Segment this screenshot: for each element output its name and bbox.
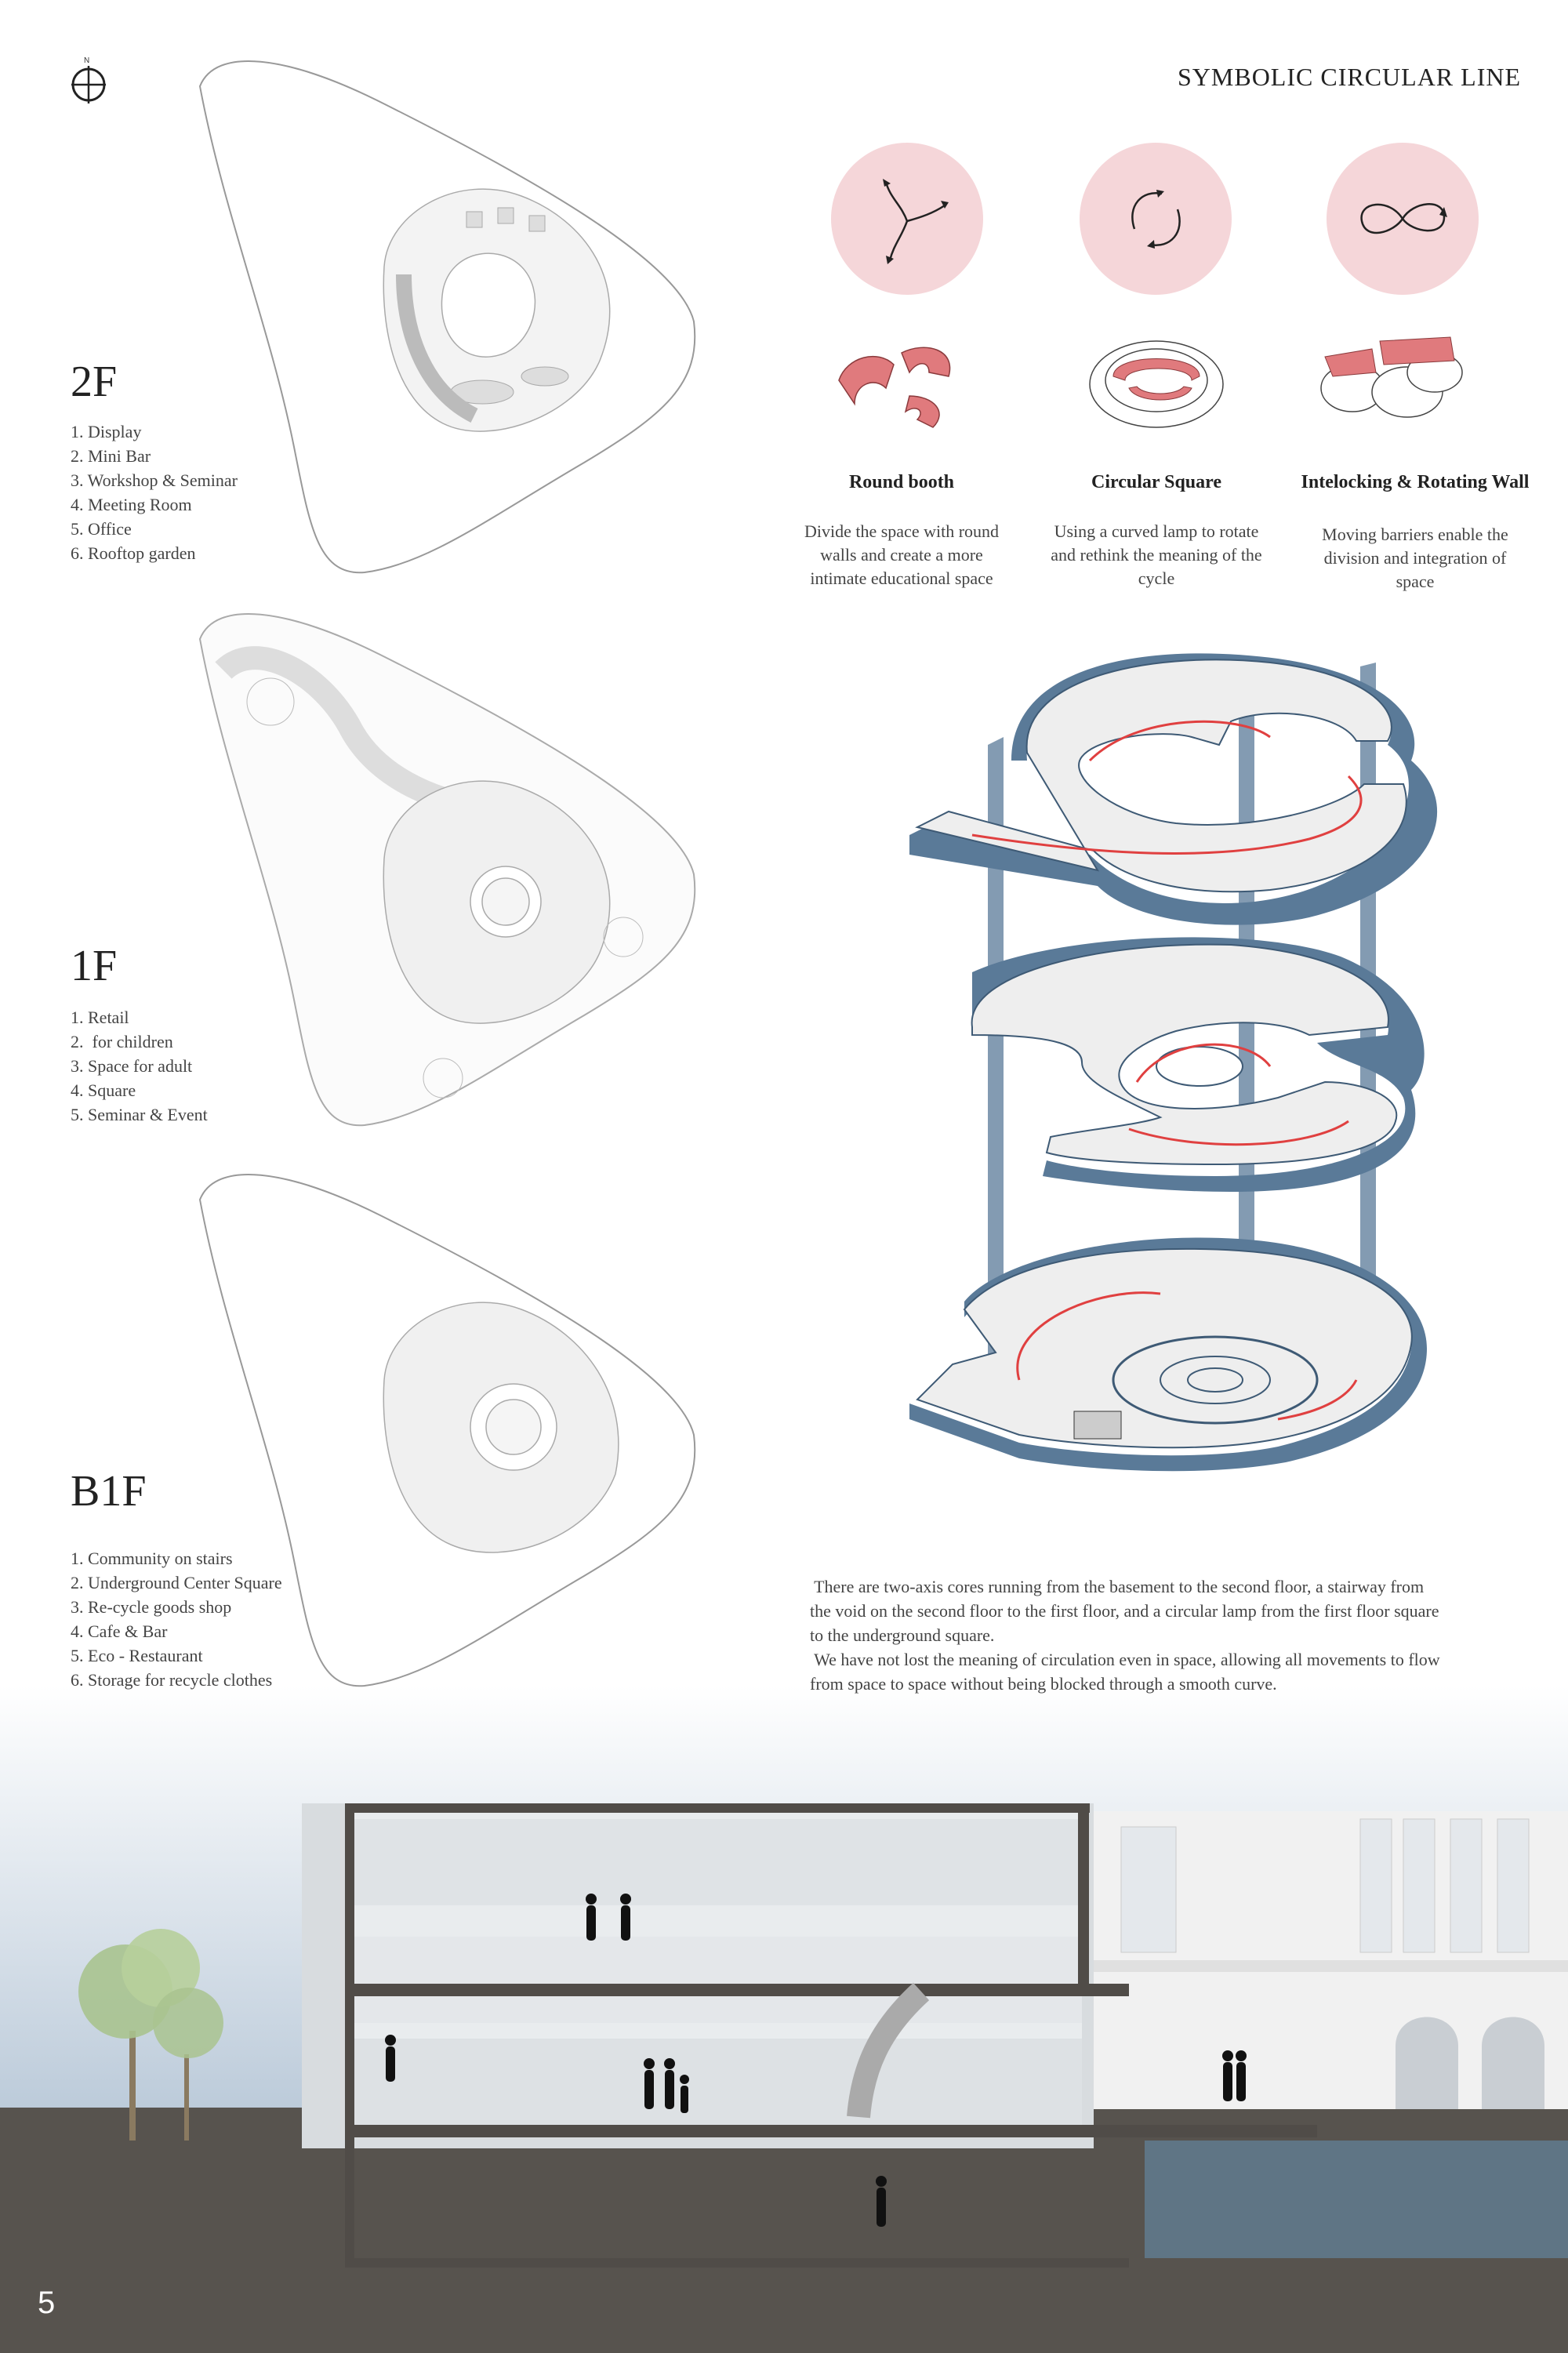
room-item: 5. Seminar & Event [71, 1105, 208, 1124]
room-item: 3. Space for adult [71, 1056, 193, 1076]
tree-illustration [78, 1929, 223, 2141]
room-item: 2. for children [71, 1032, 173, 1051]
description-line: We have not lost the meaning of circulation even in space, allowing all movements to flow [810, 1650, 1440, 1669]
page-title: SYMBOLIC CIRCULAR LINE [1177, 63, 1521, 91]
room-item: 4. Meeting Room [71, 495, 192, 514]
compass-label: N [84, 56, 90, 65]
room-item: 5. Office [71, 519, 132, 539]
three-way-arrows-icon [831, 143, 984, 296]
room-item: 4. Cafe & Bar [71, 1621, 168, 1641]
room-item: 4. Square [71, 1080, 136, 1100]
description-line: There are two-axis cores running from the basement to the second floor, a stairway from [810, 1577, 1425, 1596]
infinity-arrow-icon [1327, 143, 1479, 296]
room-item: 5. Eco - Restaurant [71, 1646, 203, 1665]
floor-plan-2f [192, 55, 702, 572]
description-paragraph [810, 1574, 1531, 1696]
description-line: the void on the second floor to the first floor, and a circular lamp from the first floor square [810, 1601, 1439, 1621]
page-number: 5 [38, 2286, 56, 2320]
axonometric-circulation-diagram [902, 627, 1450, 1513]
room-item: 2. Underground Center Square [71, 1573, 282, 1592]
concept-desc-circular-square: Using a curved lamp to rotate and rethink the meaning of the cycle [1051, 521, 1262, 588]
room-item: 1. Community on stairs [71, 1549, 233, 1568]
floor-label-1f: 1F [71, 942, 118, 990]
concept-title-round-booth: Round booth [848, 472, 955, 492]
circular-square-illustration [1082, 325, 1231, 435]
floor-plan-1f [192, 608, 702, 1125]
concept-title-circular-square: Circular Square [1091, 472, 1222, 492]
description-line: from space to space without being blocked through a smooth curve. [810, 1674, 1277, 1694]
room-item: 6. Rooftop garden [71, 543, 196, 563]
floor-label-2f: 2F [71, 358, 118, 406]
round-booth-illustration [831, 333, 988, 435]
room-list-1f [71, 1005, 208, 1127]
concept-desc-round-booth: Divide the space with round walls and create a more intimate educational space [804, 521, 1000, 588]
circular-arrows-icon [1080, 143, 1232, 296]
room-item: 3. Workshop & Seminar [71, 470, 238, 490]
concept-title-interlocking-wall: Intelocking & Rotating Wall [1301, 472, 1530, 492]
room-item: 1. Display [71, 422, 142, 441]
room-item: 3. Re-cycle goods shop [71, 1597, 232, 1617]
room-item: 1. Retail [71, 1008, 129, 1027]
room-item: 2. Mini Bar [71, 446, 151, 466]
building-section [0, 1796, 1568, 2266]
floor-label-b1f: B1F [71, 1467, 147, 1516]
room-item: 6. Storage for recycle clothes [71, 1670, 273, 1690]
concept-desc-interlocking-wall: Moving barriers enable the division and integration of space [1322, 525, 1508, 591]
room-list-2f [71, 419, 238, 565]
room-list-b1f [71, 1546, 282, 1692]
description-line: to the underground square. [810, 1625, 995, 1645]
interlocking-wall-illustration [1317, 325, 1466, 423]
